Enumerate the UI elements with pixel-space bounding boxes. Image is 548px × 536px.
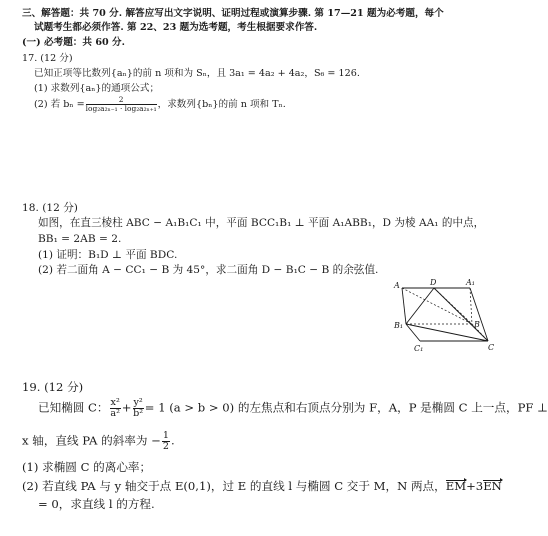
q17-stem: 已知正项等比数列{aₙ}的前 n 项和为 Sₙ，且 3a₁ = 4a₂ + 4a₂，S₆ = 126.	[34, 68, 360, 79]
q18-stem-line1: 如图，在直三棱柱 ABC − A₁B₁C₁ 中，平面 BCC₁B₁ ⊥ 平面 A₁ABB₁，D 为棱 AA₁ 的中点，	[38, 217, 485, 229]
edge-A-B	[402, 288, 406, 324]
label-A1: A₁	[466, 278, 475, 287]
q17-part1: (1) 求数列{aₙ}的通项公式；	[34, 83, 160, 94]
q19-part2-line1	[22, 481, 502, 493]
x2-over-a2	[110, 398, 121, 419]
section-header-line1: 三、解答题：共 70 分. 解答应写出文字说明、证明过程或演算步骤. 第 17—21 题为必考题，每个	[22, 8, 444, 19]
y2-numerator: y²	[133, 397, 143, 408]
vector-en: EN	[483, 479, 502, 493]
label-D: D	[430, 278, 437, 287]
q18-stem-line2: BB₁ = 2AB = 2.	[38, 233, 122, 245]
q19-number: 19. (12 分)	[22, 380, 84, 394]
q19-part2-prefix: (2) 若直线 PA 与 y 轴交于点 E(0,1)，过 E 的直线 l 与椭圆 C 交于 M，N 两点，	[22, 479, 446, 493]
q18-part1: (1) 证明：B₁D ⊥ 平面 BDC.	[38, 249, 178, 261]
prism-figure	[388, 278, 496, 356]
vector-em: EM	[445, 479, 467, 493]
edge-D-C	[434, 288, 488, 341]
q18-number: 18. (12 分)	[22, 202, 78, 214]
x2-numerator: x²	[110, 397, 120, 408]
q19-part1: (1) 求椭圆 C 的离心率；	[22, 460, 152, 474]
vector-plus-three: +3	[466, 479, 484, 493]
a2-denominator: a²	[110, 408, 120, 420]
label-A: A	[394, 281, 400, 290]
edge-D-B1	[406, 288, 434, 324]
section-header-line2: 试题考生都必须作答. 第 22、23 题为选考题，考生根据要求作答.	[34, 22, 318, 33]
b2-denominator: b²	[133, 408, 144, 420]
q17-part2-suffix: ，求数列{bₙ}的前 n 项和 Tₙ.	[157, 98, 286, 110]
q18-part2: (2) 若二面角 A − CC₁ − B 为 45°，求二面角 D − B₁C − B 的余弦值.	[38, 264, 379, 276]
q19-part2-line2: = 0，求直线 l 的方程.	[38, 497, 155, 511]
section-subheader: (一) 必考题：共 60 分.	[22, 37, 125, 48]
label-C1: C₁	[414, 344, 424, 353]
q19-stem1-prefix: 已知椭圆 C：	[38, 400, 109, 415]
q17-bn-denominator: log₂a₂ₙ₋₁ · log₂a₂ₙ₊₁	[85, 103, 157, 113]
label-C: C	[488, 343, 495, 352]
q19-stem1-suffix: = 1 (a > b > 0) 的左焦点和右顶点分别为 F，A，P 是椭圆 C 上一点，PF ⊥	[144, 400, 548, 415]
plus-sign: +	[121, 400, 132, 415]
slope-fraction	[162, 431, 170, 452]
y2-over-b2	[133, 398, 144, 419]
q19-stem2-prefix: x 轴，直线 PA 的斜率为 −	[22, 433, 161, 448]
q19-stem-line1	[38, 398, 548, 419]
label-B1: B₁	[394, 321, 404, 330]
hidden-A-B	[402, 288, 472, 324]
q19-stem-line2	[22, 431, 175, 452]
q17-part2	[34, 96, 286, 113]
label-B: B	[474, 320, 480, 329]
slope-denominator: 2	[162, 441, 169, 453]
q17-number: 17. (12 分)	[22, 53, 73, 64]
edge-A1-C	[470, 288, 488, 341]
q17-bn-numerator: 2	[86, 96, 157, 105]
q17-part2-prefix: (2) 若 bₙ =	[34, 98, 85, 110]
slope-numerator: 1	[162, 430, 169, 441]
q17-bn-fraction	[86, 96, 157, 113]
q19-stem2-suffix: .	[170, 433, 175, 448]
